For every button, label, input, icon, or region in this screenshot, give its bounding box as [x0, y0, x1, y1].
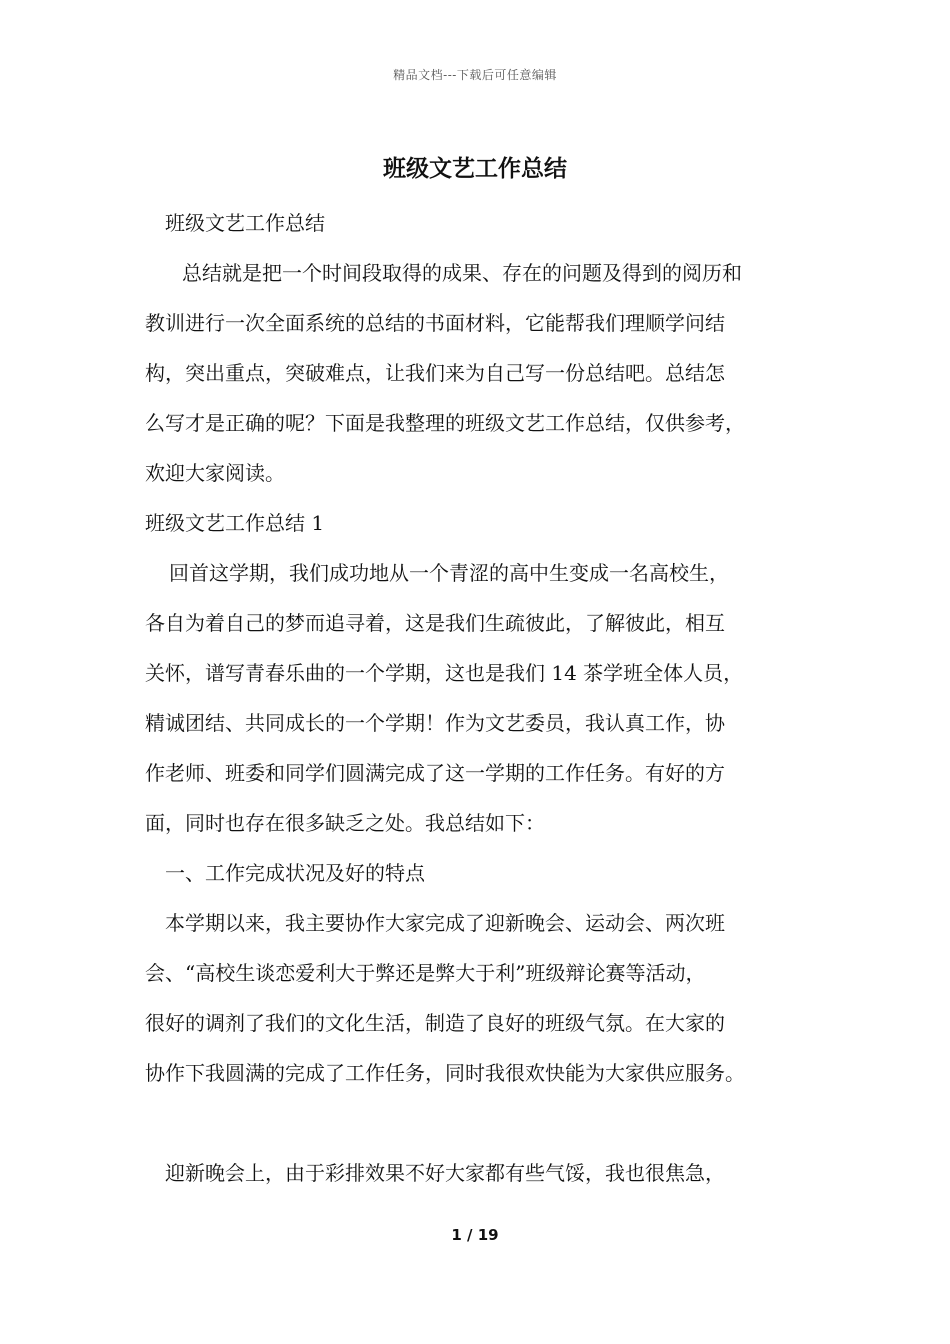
document-body	[145, 198, 825, 1198]
paragraph-line: 各自为着自己的梦而追寻着，这是我们生疏彼此，了解彼此，相互	[145, 611, 725, 635]
paragraph-line: 总结就是把一个时间段取得的成果、存在的问题及得到的阅历和	[182, 261, 742, 285]
document-title: 班级文艺工作总结	[383, 155, 567, 182]
section-heading: 班级文艺工作总结 1	[145, 511, 325, 535]
paragraph-line: 面，同时也存在很多缺乏之处。我总结如下：	[145, 811, 545, 835]
paragraph-line: 协作下我圆满的完成了工作任务，同时我很欢快能为大家供应服务。	[145, 1061, 745, 1085]
paragraph-line: 么写才是正确的呢？下面是我整理的班级文艺工作总结，仅供参考，	[145, 411, 745, 435]
page-number: 1 / 19	[451, 1226, 499, 1244]
paragraph-line: 欢迎大家阅读。	[145, 461, 285, 485]
page-header: 精品文档---下载后可任意编辑	[393, 68, 557, 82]
paragraph-line: 会、“高校生谈恋爱利大于弊还是弊大于利”班级辩论赛等活动，	[145, 961, 706, 985]
section-heading: 一、工作完成状况及好的特点	[165, 861, 425, 885]
paragraph-line: 构，突出重点，突破难点，让我们来为自己写一份总结吧。总结怎	[145, 361, 725, 385]
paragraph-line: 迎新晚会上，由于彩排效果不好大家都有些气馁，我也很焦急，	[165, 1161, 725, 1185]
paragraph-line: 教训进行一次全面系统的总结的书面材料，它能帮我们理顺学问结	[145, 311, 725, 335]
subtitle-line: 班级文艺工作总结	[165, 211, 325, 235]
paragraph-line: 本学期以来，我主要协作大家完成了迎新晚会、运动会、两次班	[165, 911, 725, 935]
paragraph-line: 回首这学期，我们成功地从一个青涩的高中生变成一名高校生，	[169, 561, 729, 585]
paragraph-line: 精诚团结、共同成长的一个学期！作为文艺委员，我认真工作，协	[145, 711, 725, 735]
paragraph-line: 作老师、班委和同学们圆满完成了这一学期的工作任务。有好的方	[145, 761, 725, 785]
paragraph-line: 关怀，谱写青春乐曲的一个学期，这也是我们 14 茶学班全体人员，	[145, 661, 744, 685]
paragraph-gap	[145, 1098, 825, 1148]
paragraph-line: 很好的调剂了我们的文化生活，制造了良好的班级气氛。在大家的	[145, 1011, 725, 1035]
